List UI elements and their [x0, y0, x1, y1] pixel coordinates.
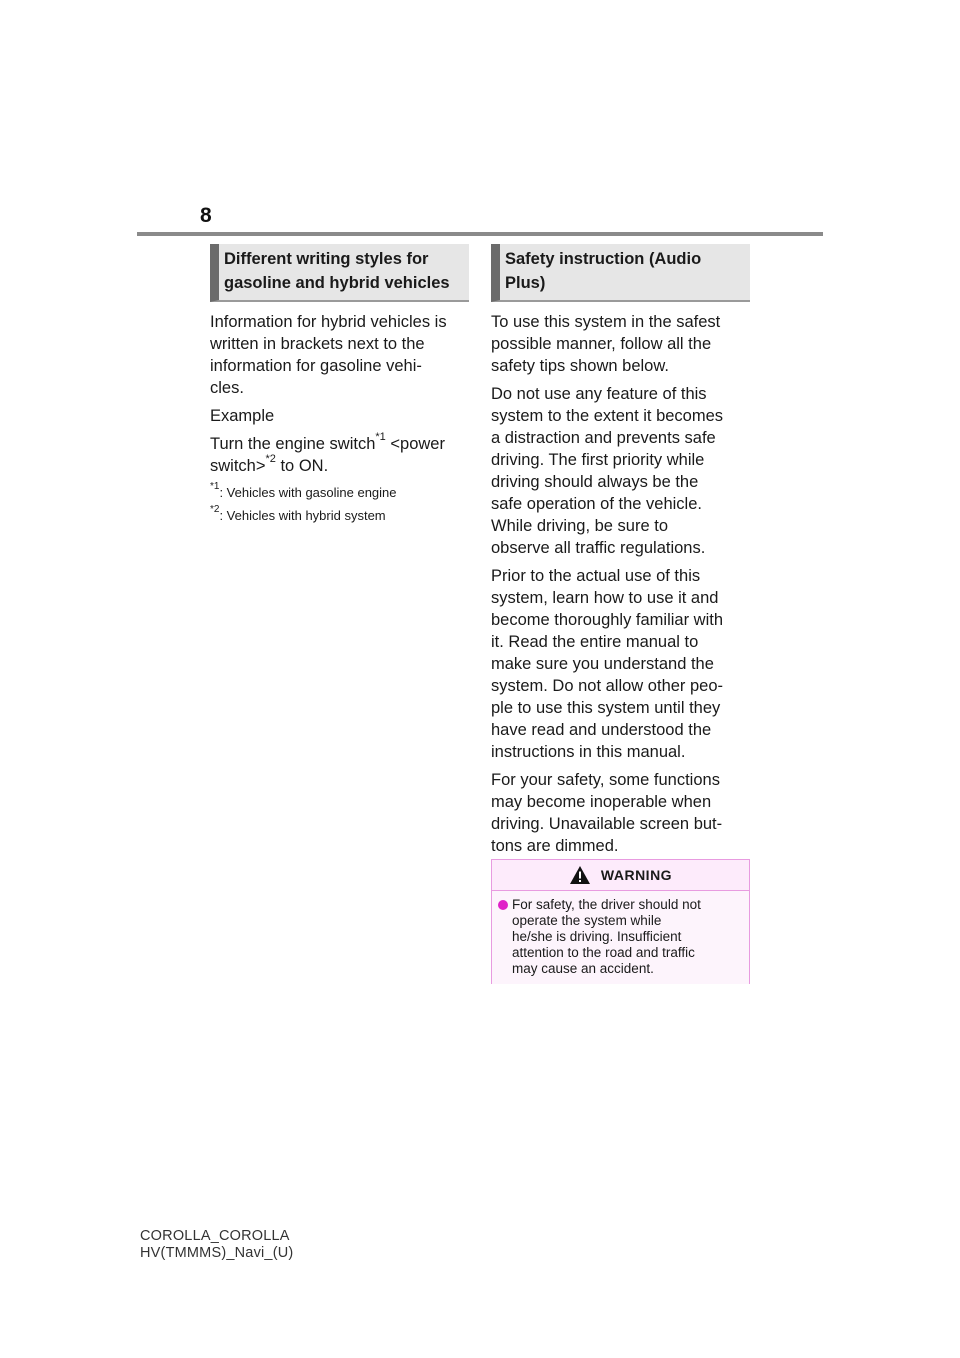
- text-line: observe all traffic regulations.: [491, 539, 706, 557]
- document-code-line: HV(TMMMS)_Navi_(U): [140, 1245, 294, 1261]
- text-line: may cause an accident.: [512, 961, 654, 976]
- footnote-text-1: : Vehicles with gasoline engine: [219, 485, 397, 500]
- warning-text: [512, 897, 701, 984]
- example-text: switch>: [210, 457, 266, 475]
- document-code-line: COROLLA_COROLLA: [140, 1228, 290, 1244]
- left-column: [210, 244, 469, 525]
- section-heading-safety: [491, 244, 750, 302]
- bullet-icon: [498, 900, 508, 910]
- text-line: Do not use any feature of this: [491, 385, 707, 403]
- text-line: driving should always be the: [491, 473, 699, 491]
- text-line: he/she is driving. Insufficient: [512, 929, 682, 944]
- text-line: information for gasoline vehi-: [210, 357, 422, 375]
- example-text: <power: [385, 435, 445, 453]
- page-number: 8: [200, 204, 212, 227]
- footnote-text-2: : Vehicles with hybrid system: [219, 508, 386, 523]
- warning-body: [492, 891, 749, 984]
- text-line: cles.: [210, 379, 244, 397]
- text-line: written in brackets next to the: [210, 335, 425, 353]
- text-line: system. Do not allow other peo-: [491, 677, 724, 695]
- example-label: Example: [210, 407, 275, 425]
- section-heading-writing-styles: [210, 244, 469, 302]
- text-line: system, learn how to use it and: [491, 589, 719, 607]
- text-line: safety tips shown below.: [491, 357, 669, 375]
- text-line: attention to the road and traffic: [512, 945, 695, 960]
- warning-title: WARNING: [600, 867, 673, 883]
- example-sentence: [210, 430, 469, 477]
- safety-paragraph-3: [491, 565, 750, 763]
- text-line: For your safety, some functions: [491, 771, 720, 789]
- text-line: system to the extent it becomes: [491, 407, 724, 425]
- text-line: safe operation of the vehicle.: [491, 495, 702, 513]
- safety-paragraph-4: [491, 769, 750, 857]
- footnote-ref-1: *1: [375, 430, 386, 443]
- warning-box: [491, 859, 750, 984]
- document-code: [140, 1228, 293, 1262]
- heading-line: Safety instruction (Audio: [505, 250, 702, 268]
- text-line: To use this system in the safest: [491, 313, 721, 331]
- text-line: For safety, the driver should not: [512, 897, 701, 912]
- text-line: instructions in this manual.: [491, 743, 686, 761]
- text-line: operate the system while: [512, 913, 662, 928]
- heading-line: gasoline and hybrid vehicles: [224, 274, 450, 292]
- safety-paragraph-1: [491, 311, 750, 377]
- footnote-ref-2: *2: [265, 452, 276, 465]
- text-line: a distraction and prevents safe: [491, 429, 716, 447]
- warning-header: [492, 860, 749, 891]
- text-line: ple to use this system until they: [491, 699, 721, 717]
- intro-paragraph: [210, 311, 469, 399]
- text-line: possible manner, follow all the: [491, 335, 712, 353]
- footnote-mark-1: *1: [210, 480, 220, 492]
- right-column: [491, 244, 750, 857]
- text-line: driving. Unavailable screen but-: [491, 815, 723, 833]
- text-line: it. Read the entire manual to: [491, 633, 699, 651]
- header-divider: [137, 232, 823, 236]
- text-line: driving. The first priority while: [491, 451, 705, 469]
- example-text: to ON.: [275, 457, 329, 475]
- footnote-1: [210, 480, 469, 502]
- example-text: Turn the engine switch: [210, 435, 376, 453]
- text-line: have read and understood the: [491, 721, 712, 739]
- text-line: Prior to the actual use of this: [491, 567, 701, 585]
- warning-triangle-icon: [569, 865, 591, 885]
- text-line: While driving, be sure to: [491, 517, 668, 535]
- heading-line: Plus): [505, 274, 546, 292]
- footnote-2: [210, 503, 469, 525]
- text-line: tons are dimmed.: [491, 837, 619, 855]
- text-line: Information for hybrid vehicles is: [210, 313, 447, 331]
- text-line: may become inoperable when: [491, 793, 712, 811]
- safety-paragraph-2: [491, 383, 750, 559]
- text-line: become thoroughly familiar with: [491, 611, 724, 629]
- footnote-mark-2: *2: [210, 503, 220, 515]
- text-line: make sure you understand the: [491, 655, 714, 673]
- heading-line: Different writing styles for: [224, 250, 429, 268]
